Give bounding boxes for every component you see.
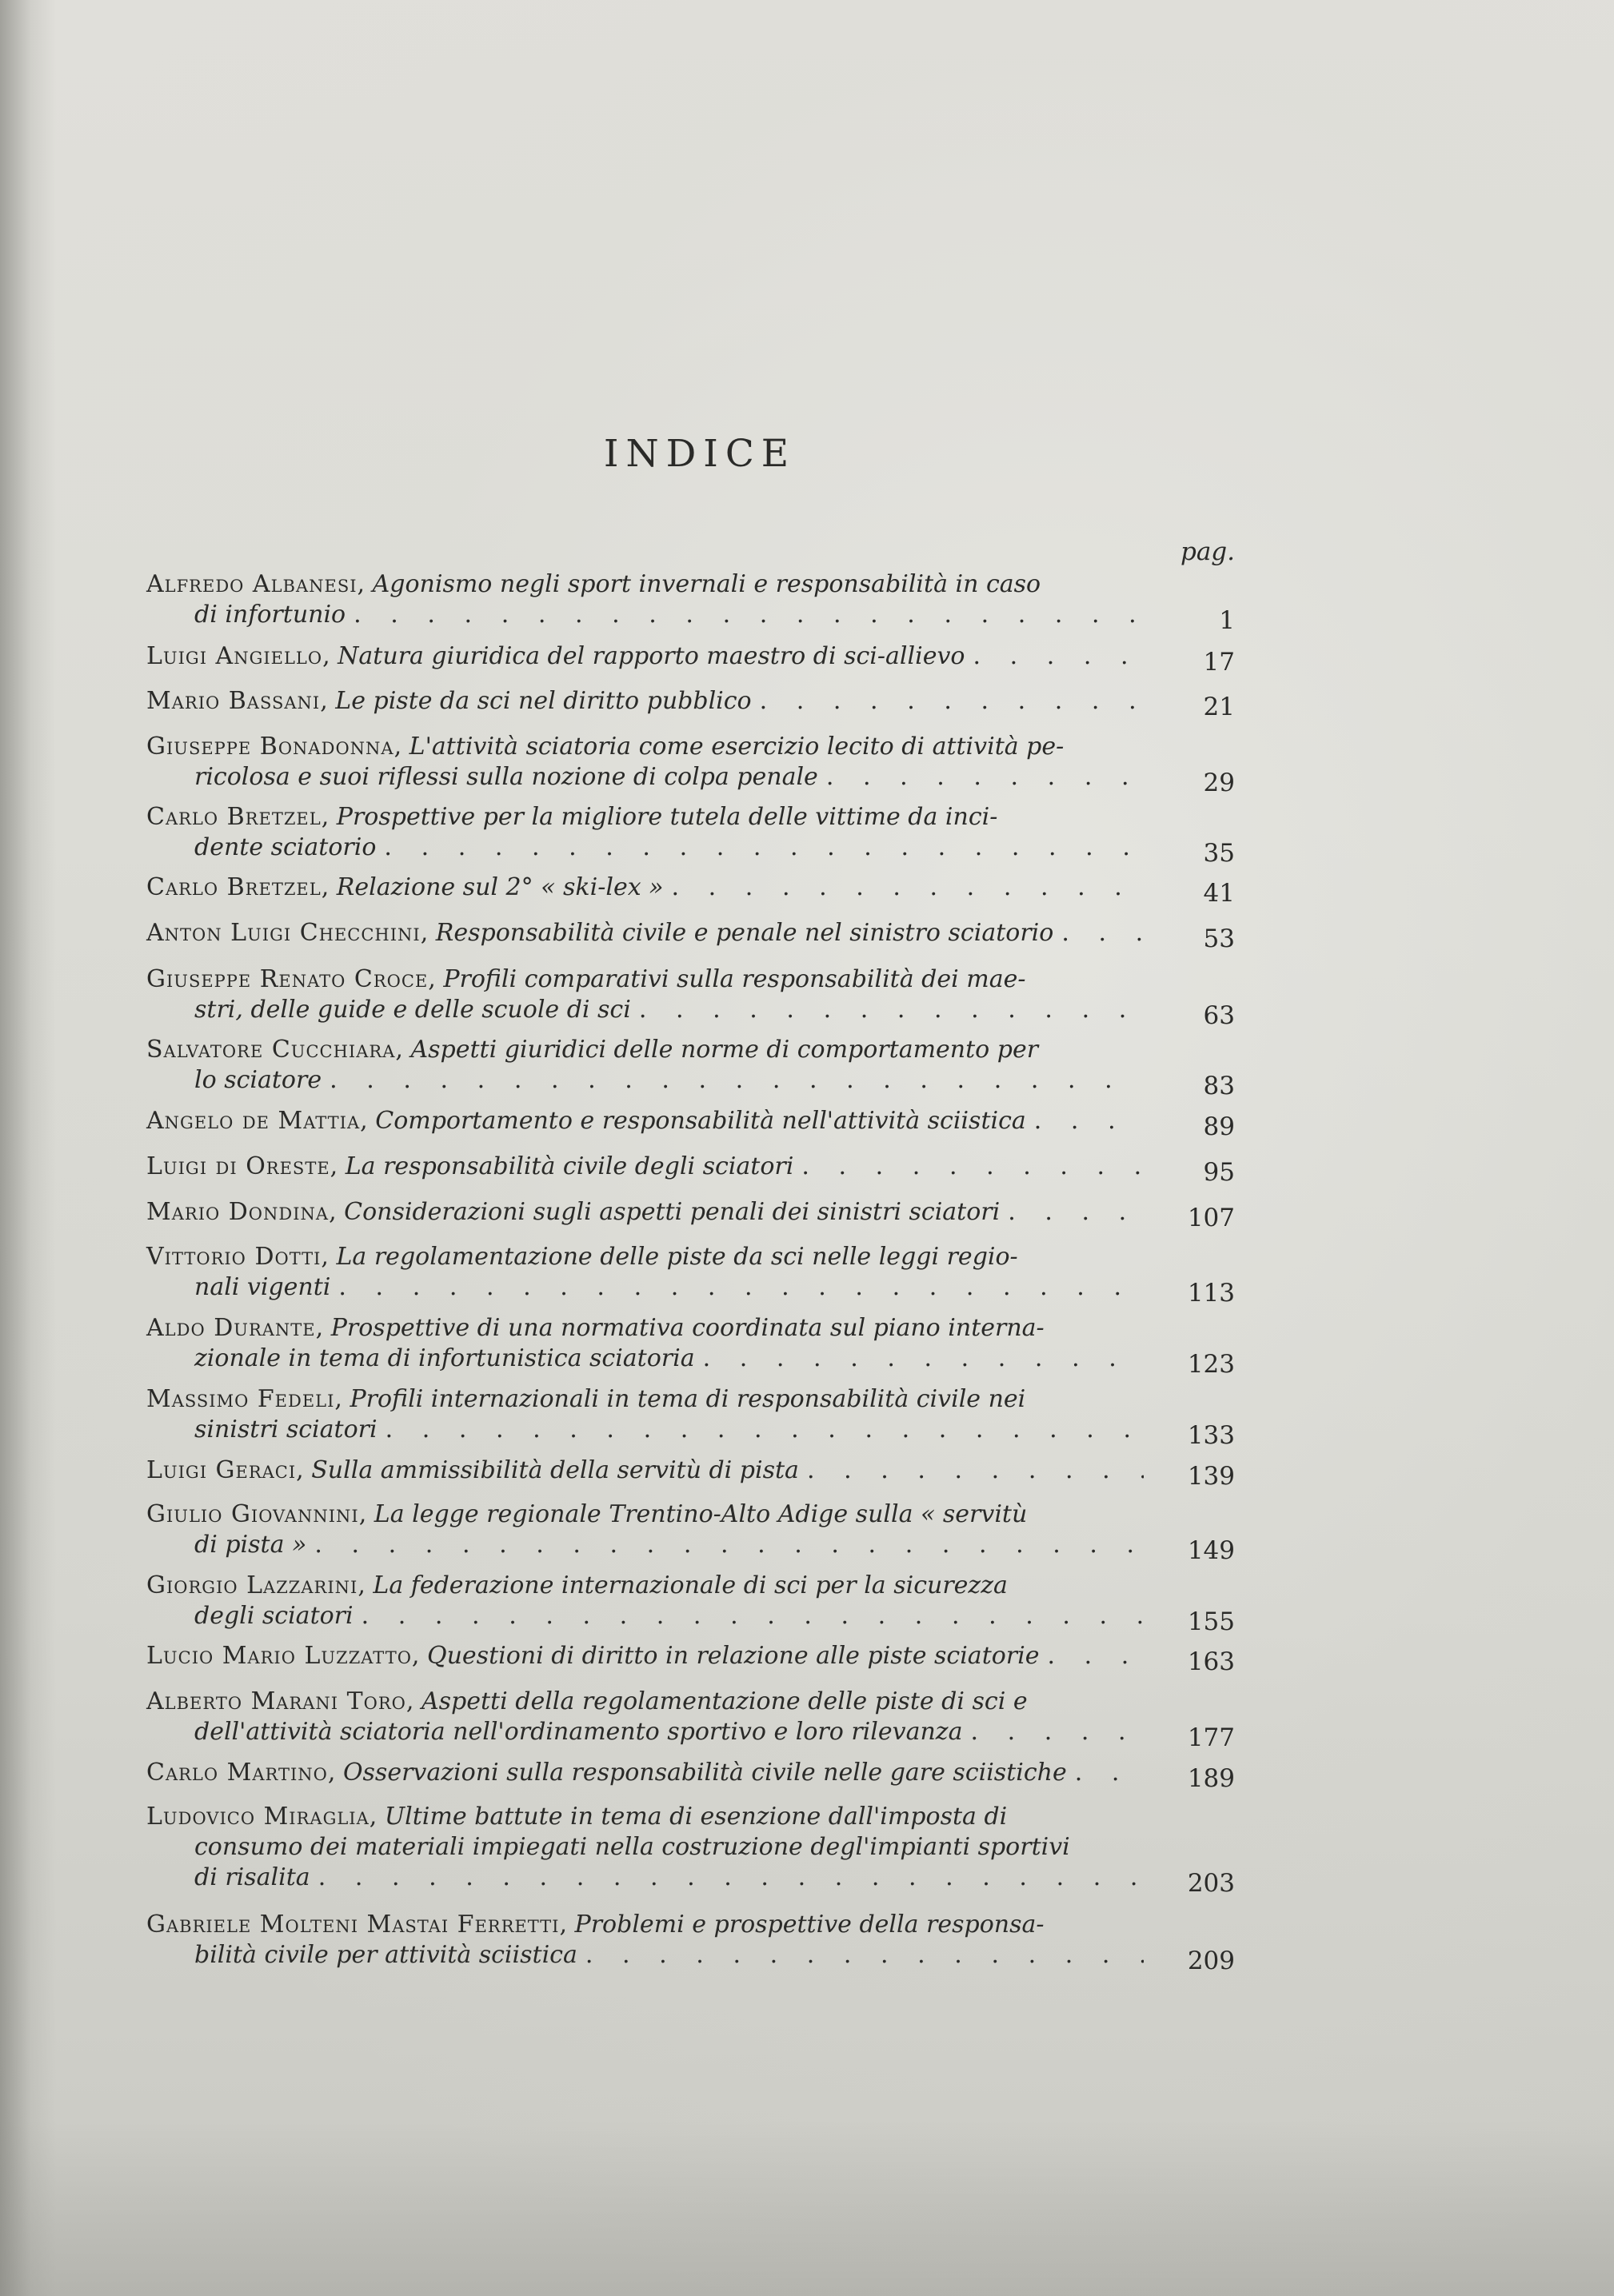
toc-title: bilità civile per attività sciistica bbox=[194, 1941, 577, 1969]
toc-title: Profili internazionali in tema di responsabilità civile nei bbox=[350, 1385, 1026, 1413]
toc-author: Giuseppe Bonadonna bbox=[146, 733, 394, 761]
toc-entry-line bbox=[146, 1242, 1150, 1272]
toc-entry-line bbox=[146, 1530, 1150, 1560]
toc-entry bbox=[146, 1758, 1150, 1788]
toc-title: Natura giuridica del rapporto maestro di sci-allievo bbox=[338, 642, 965, 670]
toc-author: Mario Dondina bbox=[146, 1198, 330, 1226]
toc-entry-line bbox=[146, 1571, 1150, 1601]
toc-entry-line bbox=[146, 1065, 1150, 1096]
toc-page-number: 133 bbox=[1187, 1421, 1235, 1450]
toc-page-number: 89 bbox=[1203, 1112, 1235, 1141]
dot-leader bbox=[338, 1272, 1144, 1303]
toc-entry-text bbox=[194, 833, 376, 863]
toc-entry-text: Vittorio Dotti, La regolamentazione delle piste da sci nelle leggi regio- bbox=[146, 1243, 1018, 1271]
toc-page-number: 107 bbox=[1187, 1204, 1235, 1232]
toc-page-number: 95 bbox=[1203, 1158, 1235, 1187]
toc-title: La federazione internazionale di sci per la sicurezza bbox=[373, 1571, 1008, 1599]
toc-entry-line bbox=[146, 1802, 1150, 1832]
toc-author: Salvatore Cucchiara bbox=[146, 1036, 396, 1064]
toc-entry-text: Alberto Marani Toro, Aspetti della regolamentazione delle piste di sci e bbox=[146, 1687, 1028, 1715]
toc-entry-line bbox=[146, 1910, 1150, 1940]
toc-title: stri, delle guide e delle scuole di sci bbox=[194, 996, 631, 1024]
toc-title: di risalita bbox=[194, 1863, 310, 1891]
toc-entry-line bbox=[146, 1832, 1150, 1863]
toc-title: dell'attività sciatoria nell'ordinamento sportivo e loro rilevanza bbox=[194, 1718, 963, 1746]
dot-leader bbox=[318, 1863, 1144, 1893]
toc-page-number: 35 bbox=[1203, 839, 1235, 868]
toc-entry-text: Ludovico Miraglia, Ultime battute in tema di esenzione dall'imposta di bbox=[146, 1803, 1008, 1831]
toc-author: Carlo Bretzel bbox=[146, 803, 322, 831]
toc-entry bbox=[146, 641, 1150, 672]
toc-entry bbox=[146, 569, 1150, 630]
toc-title: di pista » bbox=[194, 1531, 307, 1559]
toc-entry bbox=[146, 1035, 1150, 1096]
toc-entry bbox=[146, 1687, 1150, 1747]
toc-author: Carlo Martino bbox=[146, 1759, 328, 1787]
toc-author: Alberto Marani Toro bbox=[146, 1687, 406, 1715]
toc-title: Le piste da sci nel diritto pubblico bbox=[335, 687, 752, 715]
toc-entry-line bbox=[146, 1384, 1150, 1415]
toc-entry-line bbox=[146, 569, 1150, 600]
toc-entry-line bbox=[146, 802, 1150, 833]
toc-entry-text bbox=[194, 1415, 378, 1445]
toc-page-number: 123 bbox=[1187, 1350, 1235, 1379]
toc-title: consumo dei materiali impiegati nella costruzione degl'impianti sportivi bbox=[194, 1833, 1070, 1861]
toc-entry-text bbox=[194, 600, 346, 630]
toc-entry-line bbox=[146, 732, 1150, 762]
toc-entry bbox=[146, 872, 1150, 903]
toc-title: Prospettive per la migliore tutela delle vittime da inci- bbox=[336, 803, 998, 831]
dot-leader bbox=[973, 641, 1144, 672]
toc-entry-text: Gabriele Molteni Mastai Ferretti, Problemi e prospettive della responsa- bbox=[146, 1911, 1045, 1939]
toc-entry-text bbox=[194, 1530, 306, 1560]
toc-entry-text: Anton Luigi Checchini, Responsabilità civile e penale nel sinistro sciatorio bbox=[146, 919, 1054, 947]
toc-entry-line bbox=[146, 641, 1150, 672]
toc-entry-line bbox=[146, 1415, 1150, 1445]
toc-title: Prospettive di una normativa coordinata sul piano interna- bbox=[330, 1314, 1045, 1342]
toc-entry-line bbox=[146, 1455, 1150, 1486]
toc-author: Gabriele Molteni Mastai Ferretti bbox=[146, 1911, 560, 1939]
toc-entry bbox=[146, 1313, 1150, 1374]
toc-author: Luigi di Oreste bbox=[146, 1152, 330, 1180]
toc-entry-text bbox=[194, 1940, 577, 1971]
toc-page-number: 155 bbox=[1187, 1607, 1235, 1636]
toc-entry bbox=[146, 1197, 1150, 1228]
toc-page-number: 113 bbox=[1187, 1279, 1235, 1308]
toc-entry-line bbox=[146, 918, 1150, 948]
dot-leader bbox=[639, 995, 1144, 1025]
toc-entry bbox=[146, 1384, 1150, 1445]
toc-author: Mario Bassani bbox=[146, 687, 321, 715]
toc-entry-text: Angelo de Mattia, Comportamento e responsabilità nell'attività sciistica bbox=[146, 1107, 1026, 1135]
toc-page-number: 209 bbox=[1187, 1947, 1235, 1975]
toc-entry bbox=[146, 732, 1150, 793]
toc-title: degli sciatori bbox=[194, 1602, 354, 1630]
toc-entry-line bbox=[146, 833, 1150, 863]
toc-entry-text: Giuseppe Renato Croce, Profili comparativi sulla responsabilità dei mae- bbox=[146, 965, 1026, 993]
dot-leader bbox=[672, 872, 1144, 903]
toc-entry-text: Lucio Mario Luzzatto, Questioni di diritto in relazione alle piste sciatorie bbox=[146, 1642, 1040, 1670]
toc-entry-line bbox=[146, 1152, 1150, 1182]
toc-entry-text: Aldo Durante, Prospettive di una normativa coordinata sul piano interna- bbox=[146, 1314, 1045, 1342]
toc-entry-text bbox=[194, 1344, 695, 1374]
index-heading: INDICE bbox=[603, 432, 797, 476]
toc-entry bbox=[146, 802, 1150, 863]
page-column-label: pag. bbox=[1180, 537, 1235, 566]
toc-entry-line bbox=[146, 1035, 1150, 1065]
toc-entry-text: Alfredo Albanesi, Agonismo negli sport invernali e responsabilità in caso bbox=[146, 570, 1041, 598]
toc-page-number: 63 bbox=[1203, 1001, 1235, 1030]
toc-entry-text bbox=[194, 762, 818, 793]
toc-entry-line bbox=[146, 1499, 1150, 1530]
toc-entry bbox=[146, 1571, 1150, 1631]
toc-title: lo sciatore bbox=[194, 1066, 322, 1094]
toc-entry bbox=[146, 1455, 1150, 1486]
toc-entry-line bbox=[146, 872, 1150, 903]
toc-entry-line bbox=[146, 762, 1150, 793]
toc-entry-text: Carlo Bretzel, Prospettive per la migliore tutela delle vittime da inci- bbox=[146, 803, 998, 831]
toc-author: Angelo de Mattia bbox=[146, 1107, 361, 1135]
toc-entry-line bbox=[146, 1641, 1150, 1671]
toc-title: Aspetti giuridici delle norme di comportamento per bbox=[410, 1036, 1039, 1064]
toc-entry-text: Massimo Fedeli, Profili internazionali in tema di responsabilità civile nei bbox=[146, 1385, 1026, 1413]
toc-title: Relazione sul 2° « ski-lex » bbox=[336, 873, 664, 901]
toc-entry-text: Mario Dondina, Considerazioni sugli aspetti penali dei sinistri sciatori bbox=[146, 1198, 1001, 1226]
toc-entry bbox=[146, 1641, 1150, 1671]
toc-entry-text: Giuseppe Bonadonna, L'attività sciatoria come esercizio lecito di attività pe- bbox=[146, 733, 1065, 761]
dot-leader bbox=[970, 1717, 1144, 1747]
toc-entry-line bbox=[146, 1717, 1150, 1747]
toc-title: Problemi e prospettive della responsa- bbox=[574, 1911, 1045, 1939]
toc-page-number: 53 bbox=[1203, 924, 1235, 953]
toc-author: Luigi Angiello bbox=[146, 642, 323, 670]
toc-entry-line bbox=[146, 686, 1150, 717]
toc-entry-line bbox=[146, 1197, 1150, 1228]
dot-leader bbox=[807, 1455, 1144, 1486]
toc-title: La regolamentazione delle piste da sci nelle leggi regio- bbox=[336, 1243, 1018, 1271]
toc-entry-line bbox=[146, 1863, 1150, 1893]
toc-entry-line bbox=[146, 1272, 1150, 1303]
toc-entry-text bbox=[194, 1272, 330, 1303]
dot-leader bbox=[362, 1601, 1144, 1631]
toc-title: La legge regionale Trentino-Alto Adige sulla « servitù bbox=[374, 1500, 1028, 1528]
toc-entry-text bbox=[194, 1065, 322, 1096]
toc-entry bbox=[146, 686, 1150, 717]
toc-entry-text: Salvatore Cucchiara, Aspetti giuridici delle norme di comportamento per bbox=[146, 1036, 1039, 1064]
toc-page-number: 1 bbox=[1219, 606, 1235, 635]
toc-entry-text bbox=[194, 1601, 354, 1631]
toc-entry bbox=[146, 1499, 1150, 1560]
toc-title: nali vigenti bbox=[194, 1273, 331, 1301]
dot-leader bbox=[585, 1940, 1144, 1971]
toc-title: Agonismo negli sport invernali e responsabilità in caso bbox=[372, 570, 1041, 598]
toc-entry-line bbox=[146, 1687, 1150, 1717]
toc-page-number: 21 bbox=[1203, 693, 1235, 721]
toc-page-number: 203 bbox=[1187, 1869, 1235, 1898]
toc-title: Comportamento e responsabilità nell'attività sciistica bbox=[375, 1107, 1026, 1135]
toc-author: Giuseppe Renato Croce bbox=[146, 965, 429, 993]
toc-title: Profili comparativi sulla responsabilità dei mae- bbox=[443, 965, 1026, 993]
toc-title: Responsabilità civile e penale nel sinistro sciatorio bbox=[435, 919, 1054, 947]
toc-entry-line bbox=[146, 600, 1150, 630]
toc-entry bbox=[146, 964, 1150, 1025]
toc-title: Osservazioni sulla responsabilità civile nelle gare sciistiche bbox=[342, 1759, 1067, 1787]
dot-leader bbox=[703, 1344, 1144, 1374]
dot-leader bbox=[354, 600, 1144, 630]
toc-entry-line bbox=[146, 1344, 1150, 1374]
toc-entry-text: Luigi Angiello, Natura giuridica del rapporto maestro di sci-allievo bbox=[146, 642, 965, 670]
toc-page-number: 149 bbox=[1187, 1536, 1235, 1565]
toc-entry-line bbox=[146, 1601, 1150, 1631]
toc-entry-text bbox=[194, 1832, 1070, 1863]
toc-title: La responsabilità civile degli sciatori bbox=[345, 1152, 794, 1180]
toc-title: zionale in tema di infortunistica sciatoria bbox=[194, 1344, 695, 1372]
toc-author: Lucio Mario Luzzatto bbox=[146, 1642, 412, 1670]
toc-entry-text bbox=[194, 1717, 962, 1747]
toc-entry-text: Carlo Martino, Osservazioni sulla responsabilità civile nelle gare sciistiche bbox=[146, 1759, 1067, 1787]
dot-leader bbox=[826, 762, 1144, 793]
toc-title: Considerazioni sugli aspetti penali dei sinistri sciatori bbox=[344, 1198, 1001, 1226]
toc-author: Carlo Bretzel bbox=[146, 873, 322, 901]
toc-page-number: 163 bbox=[1187, 1647, 1235, 1676]
toc-page-number: 139 bbox=[1187, 1462, 1235, 1491]
toc-author: Massimo Fedeli bbox=[146, 1385, 335, 1413]
toc-author: Luigi Geraci bbox=[146, 1456, 297, 1484]
toc-title: sinistri sciatori bbox=[194, 1416, 378, 1443]
toc-title: di infortunio bbox=[194, 601, 346, 629]
dot-leader bbox=[386, 1415, 1144, 1445]
toc-author: Giulio Giovannini bbox=[146, 1500, 359, 1528]
dot-leader bbox=[384, 833, 1144, 863]
dot-leader bbox=[330, 1065, 1144, 1096]
toc-title: ricolosa e suoi riflessi sulla nozione di colpa penale bbox=[194, 763, 818, 791]
dot-leader bbox=[314, 1530, 1144, 1560]
toc-entry-line bbox=[146, 964, 1150, 995]
toc-entry-text bbox=[194, 995, 631, 1025]
toc-entry-line bbox=[146, 1940, 1150, 1971]
toc-author: Giorgio Lazzarini bbox=[146, 1571, 358, 1599]
toc-title: Aspetti della regolamentazione delle piste di sci e bbox=[421, 1687, 1028, 1715]
toc-entry bbox=[146, 918, 1150, 948]
toc-page-number: 17 bbox=[1203, 648, 1235, 677]
toc-entry bbox=[146, 1106, 1150, 1136]
toc-page-number: 189 bbox=[1187, 1764, 1235, 1793]
toc-entry bbox=[146, 1242, 1150, 1303]
toc-entry-line bbox=[146, 1106, 1150, 1136]
toc-entry-text: Mario Bassani, Le piste da sci nel diritto pubblico bbox=[146, 687, 752, 715]
toc-title: Questioni di diritto in relazione alle piste sciatorie bbox=[427, 1642, 1040, 1670]
toc-entry-text: Giorgio Lazzarini, La federazione internazionale di sci per la sicurezza bbox=[146, 1571, 1008, 1599]
toc-page-number: 41 bbox=[1203, 879, 1235, 908]
toc-entry-text bbox=[194, 1863, 310, 1893]
toc-title: Sulla ammissibilità della servitù di pista bbox=[311, 1456, 799, 1484]
toc-title: L'attività sciatoria come esercizio lecito di attività pe- bbox=[409, 733, 1065, 761]
toc-entry-text: Luigi Geraci, Sulla ammissibilità della servitù di pista bbox=[146, 1456, 799, 1484]
toc-entry-text: Giulio Giovannini, La legge regionale Trentino-Alto Adige sulla « servitù bbox=[146, 1500, 1028, 1528]
dot-leader bbox=[760, 686, 1144, 717]
toc-author: Vittorio Dotti bbox=[146, 1243, 322, 1271]
toc-entry-line bbox=[146, 1313, 1150, 1344]
toc-author: Ludovico Miraglia bbox=[146, 1803, 370, 1831]
toc-title: Ultime battute in tema di esenzione dall'imposta di bbox=[384, 1803, 1008, 1831]
toc-entry-line bbox=[146, 1758, 1150, 1788]
toc-entry bbox=[146, 1910, 1150, 1971]
toc-entry-line bbox=[146, 995, 1150, 1025]
toc-entry-text: Carlo Bretzel, Relazione sul 2° « ski-lex » bbox=[146, 873, 664, 901]
toc-page-number: 83 bbox=[1203, 1072, 1235, 1100]
toc-page-number: 177 bbox=[1187, 1723, 1235, 1752]
toc-author: Alfredo Albanesi bbox=[146, 570, 358, 598]
dot-leader bbox=[801, 1152, 1144, 1182]
toc-entry bbox=[146, 1152, 1150, 1182]
toc-entry bbox=[146, 1802, 1150, 1893]
toc-title: dente sciatorio bbox=[194, 833, 377, 861]
toc-author: Anton Luigi Checchini bbox=[146, 919, 421, 947]
toc-entry-text: Luigi di Oreste, La responsabilità civile degli sciatori bbox=[146, 1152, 794, 1180]
toc-page-number: 29 bbox=[1203, 769, 1235, 797]
toc-author: Aldo Durante bbox=[146, 1314, 316, 1342]
